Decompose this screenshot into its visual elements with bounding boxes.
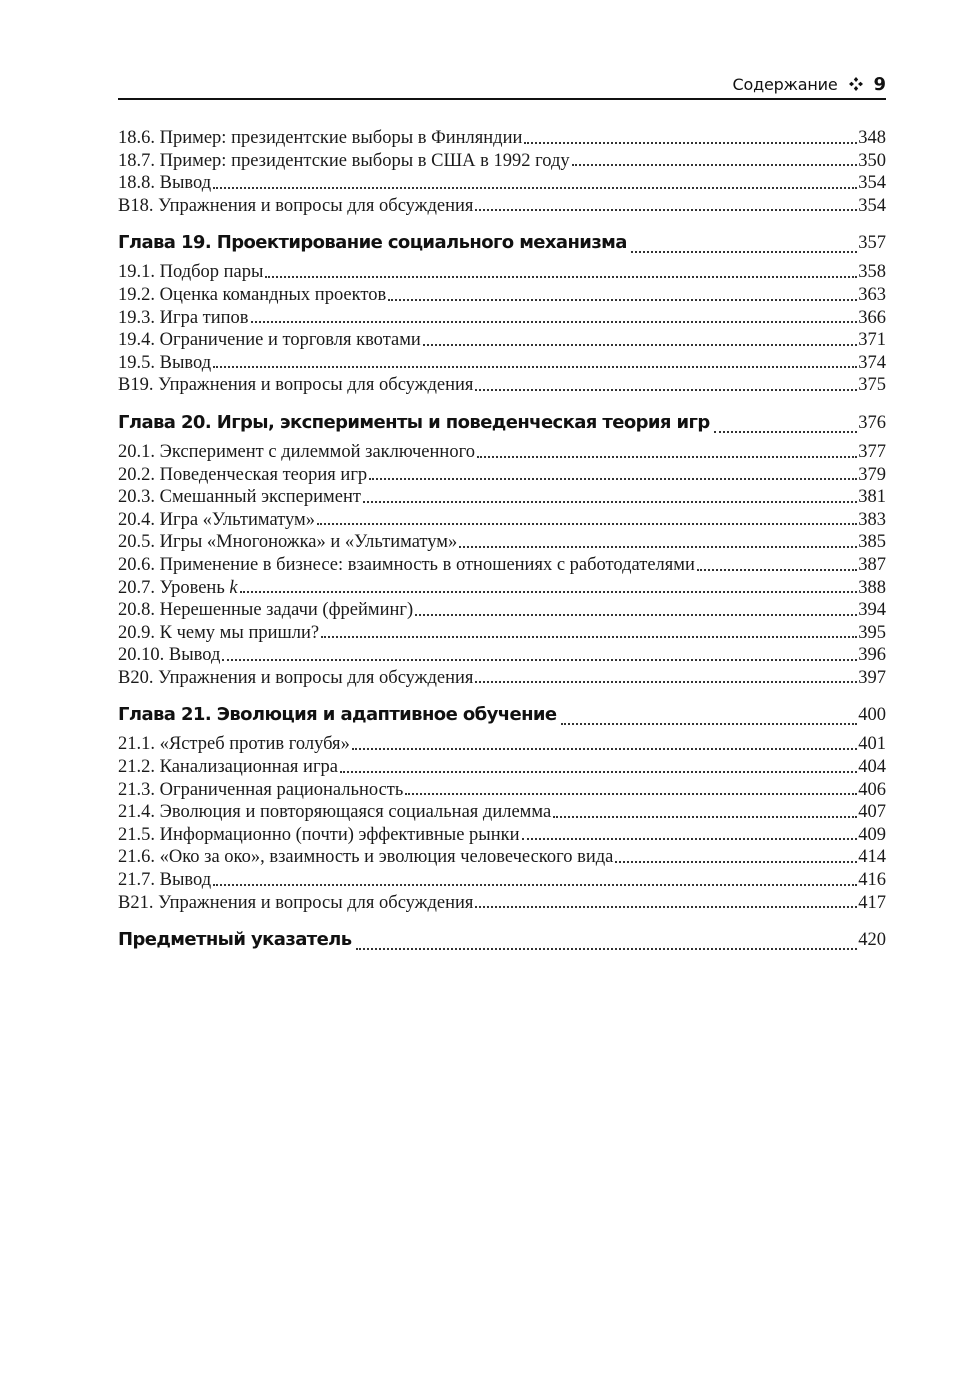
entry-title: Информационно (почти) эффективные рынки (159, 824, 520, 845)
entry-title: Нерешенные задачи (фрейминг) (159, 600, 414, 621)
chapter-page: 420 (858, 930, 886, 951)
dot-leader (213, 187, 857, 189)
entry-number: 20.2. (118, 464, 155, 485)
toc-entry[interactable] (118, 487, 886, 510)
entry-title: Упражнения и вопросы для обсуждения (158, 195, 474, 216)
dot-leader (405, 793, 857, 795)
dot-leader (317, 523, 857, 525)
entry-page: 394 (858, 600, 886, 621)
running-header-title: Содержание (732, 74, 838, 94)
toc-chapter-heading[interactable] (118, 704, 886, 732)
entry-number: 21.1. (118, 734, 155, 755)
entry-number: 21.7. (118, 870, 155, 891)
entry-number: В20. (118, 667, 154, 688)
toc-entry[interactable] (118, 847, 886, 870)
entry-page: 354 (858, 173, 886, 194)
entry-title: «Око за око», взаимность и эволюция человеческого вида (159, 847, 614, 868)
entry-page: 375 (858, 375, 886, 396)
entry-number: 20.1. (118, 441, 155, 462)
entry-number: 21.6. (118, 847, 155, 868)
entry-title: Вывод (159, 173, 212, 194)
dot-leader (388, 299, 857, 301)
chapter-title: Глава 21. Эволюция и адаптивное обучение (118, 704, 557, 726)
entry-page: 377 (858, 441, 886, 462)
entry-page: 374 (858, 352, 886, 373)
entry-title: К чему мы пришли? (159, 622, 320, 643)
dot-leader (352, 748, 857, 750)
entry-number: 18.6. (118, 128, 155, 148)
entry-number: 20.10. (118, 645, 165, 666)
entry-title: Пример: президентские выборы в США в 1992 году (159, 150, 570, 171)
entry-number: 20.7. (118, 577, 155, 598)
entry-number: В18. (118, 195, 154, 216)
dot-leader (363, 501, 857, 503)
toc-section-ch19 (118, 232, 886, 398)
entry-number: В19. (118, 375, 154, 396)
toc-section-ch20 (118, 412, 886, 691)
running-header (118, 70, 886, 100)
entry-number: 19.2. (118, 284, 155, 305)
entry-page: 363 (858, 284, 886, 305)
entry-page: 371 (858, 330, 886, 351)
toc-entry[interactable] (118, 375, 886, 398)
entry-title: Пример: президентские выборы в Финляндии (159, 128, 523, 148)
entry-title: Оценка командных проектов (159, 284, 387, 305)
toc-entry[interactable] (118, 645, 886, 668)
entry-page: 409 (858, 824, 886, 845)
entry-title: Ограничение и торговля квотами (159, 330, 421, 351)
entry-page: 414 (858, 847, 886, 868)
toc-entry[interactable] (118, 870, 886, 893)
toc-entry[interactable] (118, 465, 886, 488)
dot-leader (631, 251, 857, 253)
dot-leader (522, 838, 858, 840)
dot-leader (459, 546, 857, 548)
entry-number: 20.3. (118, 487, 155, 508)
dot-leader (265, 276, 857, 278)
toc-entry[interactable] (118, 128, 886, 151)
toc-entry[interactable] (118, 173, 886, 196)
dot-leader (222, 659, 857, 661)
entry-page: 395 (858, 622, 886, 643)
entry-page: 379 (858, 464, 886, 485)
dot-leader (340, 771, 857, 773)
dot-leader (213, 884, 857, 886)
dot-leader (475, 389, 857, 391)
entry-number: В21. (118, 892, 154, 913)
toc-entry[interactable] (118, 623, 886, 646)
toc-entry[interactable] (118, 802, 886, 825)
chapter-page: 376 (858, 412, 886, 433)
entry-number: 20.9. (118, 622, 155, 643)
entry-number: 21.3. (118, 779, 155, 800)
dot-leader (475, 209, 857, 211)
entry-title: Ограниченная рациональность (159, 779, 404, 800)
entry-number: 21.5. (118, 824, 155, 845)
toc-entry[interactable] (118, 196, 886, 219)
entry-number: 18.8. (118, 173, 155, 194)
dot-leader (524, 142, 857, 144)
entry-title: Уровень (159, 577, 230, 598)
entry-title: Упражнения и вопросы для обсуждения (158, 375, 474, 396)
entry-page: 366 (858, 307, 886, 328)
dot-leader (321, 636, 857, 638)
dot-leader (415, 614, 857, 616)
entry-page: 397 (858, 667, 886, 688)
entry-title: Смешанный эксперимент (159, 487, 361, 508)
entry-title: Игра типов (159, 307, 249, 328)
entry-title-italic: k (229, 577, 238, 598)
entry-title: Упражнения и вопросы для обсуждения (158, 892, 474, 913)
entry-title: Поведенческая теория игр (159, 464, 368, 485)
entry-page: 407 (858, 802, 886, 823)
entry-page: 350 (858, 150, 886, 171)
entry-title: Игры «Многоножка» и «Ультиматум» (159, 532, 458, 553)
dot-leader (697, 569, 857, 571)
dot-leader (356, 948, 858, 950)
toc-chapter-heading[interactable] (118, 232, 886, 260)
entry-title: Вывод (159, 352, 212, 373)
entry-title: Эволюция и повторяющаяся социальная дилемма (159, 802, 552, 823)
toc-entry[interactable] (118, 893, 886, 916)
toc-entry[interactable] (118, 600, 886, 623)
entry-title: «Ястреб против голубя» (159, 734, 350, 755)
toc-entry[interactable] (118, 151, 886, 174)
toc-section-ch21 (118, 704, 886, 915)
entry-number: 19.4. (118, 330, 155, 351)
page-number: 9 (873, 73, 886, 95)
entry-number: 20.4. (118, 509, 155, 530)
entry-page: 416 (858, 870, 886, 891)
entry-number: 19.1. (118, 262, 155, 283)
entry-title: Канализационная игра (159, 757, 339, 778)
dot-leader (369, 478, 857, 480)
dot-leader (553, 816, 857, 818)
entry-number: 19.5. (118, 352, 155, 373)
dot-leader (572, 164, 858, 166)
chapter-title: Глава 20. Игры, эксперименты и поведенческая теория игр (118, 411, 710, 433)
chapter-page: 357 (858, 233, 886, 254)
toc-entry[interactable] (118, 757, 886, 780)
dot-leader (213, 366, 857, 368)
entry-page: 348 (858, 128, 886, 148)
dot-leader (477, 456, 857, 458)
dot-leader (423, 344, 857, 346)
entry-number: 21.4. (118, 802, 155, 823)
toc-entry[interactable] (118, 353, 886, 376)
toc-entry[interactable] (118, 262, 886, 285)
dot-leader (615, 861, 857, 863)
entry-number: 20.6. (118, 554, 155, 575)
toc-entry[interactable] (118, 555, 886, 578)
toc-entry[interactable] (118, 510, 886, 533)
toc-entry[interactable] (118, 308, 886, 331)
toc-entry[interactable] (118, 578, 886, 601)
toc-entry[interactable] (118, 532, 886, 555)
entry-title: Вывод (159, 870, 212, 891)
dot-leader (561, 723, 858, 725)
toc-chapter-heading[interactable] (118, 929, 886, 957)
entry-number: 18.7. (118, 150, 155, 171)
entry-number: 19.3. (118, 307, 155, 328)
entry-page: 358 (858, 262, 886, 283)
entry-page: 385 (858, 532, 886, 553)
toc-entry[interactable] (118, 734, 886, 757)
entry-page: 388 (858, 577, 886, 598)
toc-entry[interactable] (118, 442, 886, 465)
entry-title: Эксперимент с дилеммой заключенного (159, 441, 475, 462)
toc-section-ch18-continued (118, 128, 886, 218)
entry-page: 354 (858, 195, 886, 216)
entry-number: 20.8. (118, 600, 155, 621)
dot-leader (251, 321, 858, 323)
entry-page: 387 (858, 554, 886, 575)
dot-leader (714, 431, 858, 433)
entry-page: 417 (858, 892, 886, 913)
toc-entry[interactable] (118, 285, 886, 308)
chapter-title: Предметный указатель (118, 929, 352, 951)
entry-title: Подбор пары (159, 262, 264, 283)
toc-entry[interactable] (118, 780, 886, 803)
chapter-page: 400 (858, 705, 886, 726)
entry-page: 404 (858, 757, 886, 778)
entry-number: 20.5. (118, 532, 155, 553)
ornament-icon (849, 77, 863, 91)
dot-leader (475, 906, 857, 908)
entry-page: 383 (858, 509, 886, 530)
entry-page: 401 (858, 734, 886, 755)
dot-leader (475, 681, 857, 683)
entry-page: 406 (858, 779, 886, 800)
entry-number: 21.2. (118, 757, 155, 778)
entry-page: 396 (858, 645, 886, 666)
toc-entry[interactable] (118, 825, 886, 848)
entry-title: Вывод (168, 645, 221, 666)
entry-title: Применение в бизнесе: взаимность в отношениях с работодателями (159, 554, 695, 575)
dot-leader (240, 591, 858, 593)
toc-chapter-heading[interactable] (118, 412, 886, 440)
toc-section-index (118, 929, 886, 957)
entry-page: 381 (858, 487, 886, 508)
toc-entry[interactable] (118, 668, 886, 691)
chapter-title: Глава 19. Проектирование социального механизма (118, 232, 627, 254)
entry-title: Игра «Ультиматум» (159, 509, 315, 530)
entry-title: Упражнения и вопросы для обсуждения (158, 667, 474, 688)
toc-entry[interactable] (118, 330, 886, 353)
table-of-contents (118, 128, 886, 959)
